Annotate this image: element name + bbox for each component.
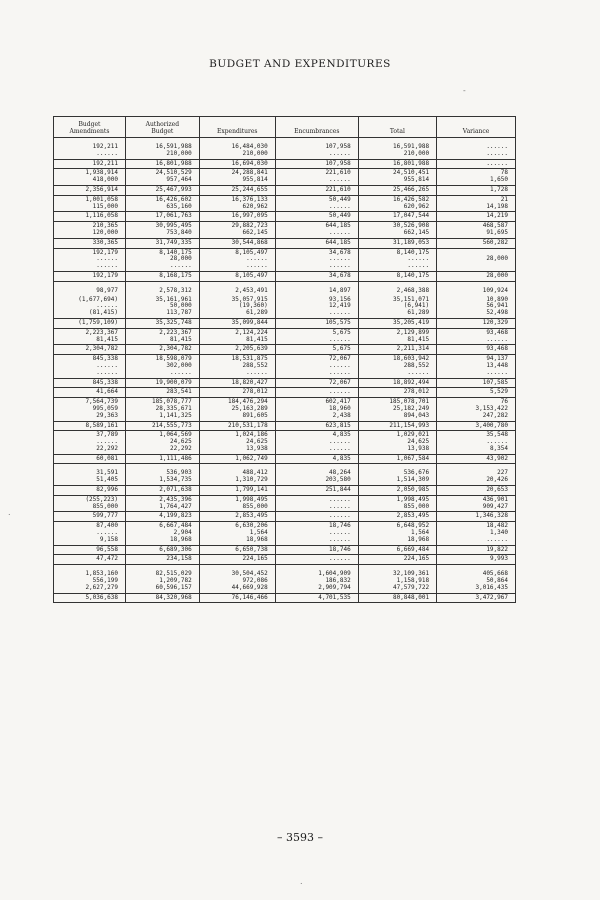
table-row bbox=[54, 248, 515, 271]
table-cell: 87,400 ...... 9,158 bbox=[54, 522, 125, 545]
table-cell: 4,199,823 bbox=[125, 512, 199, 522]
table-cell: 72,067 bbox=[275, 378, 358, 388]
table-cell: 43,902 bbox=[437, 454, 515, 464]
table-cell: 16,376,133 620,962 bbox=[199, 195, 275, 212]
table-cell: 16,591,988 210,000 bbox=[358, 138, 436, 160]
table-row bbox=[54, 328, 515, 345]
table-cell: 6,650,738 bbox=[199, 545, 275, 555]
table-cell: 1,799,141 bbox=[199, 486, 275, 496]
table-cell: 35,161,961 50,000 113,787 bbox=[125, 296, 199, 319]
table-row bbox=[54, 495, 515, 512]
margin-mark: . bbox=[300, 877, 303, 886]
table-cell: (255,223) 855,000 bbox=[54, 495, 125, 512]
table-cell: 93,468 bbox=[437, 345, 515, 355]
table-cell: 8,589,161 bbox=[54, 421, 125, 431]
table-cell: 24,510,529 957,464 bbox=[125, 169, 199, 186]
table-cell: 30,995,495 753,840 bbox=[125, 222, 199, 239]
table-row bbox=[54, 185, 515, 195]
table-header-row bbox=[54, 117, 515, 138]
table-cell: 602,417 18,960 2,438 bbox=[275, 398, 358, 421]
table-cell: 35,325,748 bbox=[125, 318, 199, 328]
table-row bbox=[54, 238, 515, 248]
table-cell: 845,338 bbox=[54, 378, 125, 388]
table-cell: 18,603,942 288,552 ...... bbox=[358, 355, 436, 378]
table-cell: 2,578,312 bbox=[125, 281, 199, 295]
table-cell: (1,759,109) bbox=[54, 318, 125, 328]
table-cell: 24,510,451 955,814 bbox=[358, 169, 436, 186]
table-cell: 8,140,175 ...... ...... bbox=[358, 248, 436, 271]
table-row bbox=[54, 222, 515, 239]
table-row bbox=[54, 378, 515, 388]
table-cell: 107,585 bbox=[437, 378, 515, 388]
table-cell: 221,610 ...... bbox=[275, 169, 358, 186]
table-cell: 210,531,178 bbox=[199, 421, 275, 431]
table-cell: ...... bbox=[437, 159, 515, 169]
budget-table-frame bbox=[53, 116, 516, 603]
table-row bbox=[54, 318, 515, 328]
table-cell: 7,564,739 995,059 29,363 bbox=[54, 398, 125, 421]
table-cell: 8,140,175 28,000 ...... bbox=[125, 248, 199, 271]
table-cell: 184,476,294 25,163,289 891,605 bbox=[199, 398, 275, 421]
table-cell: 14,219 bbox=[437, 212, 515, 222]
table-row bbox=[54, 431, 515, 454]
table-cell: 10,890 56,941 52,498 bbox=[437, 296, 515, 319]
table-cell: 2,211,314 bbox=[358, 345, 436, 355]
table-cell: 185,078,701 25,182,249 894,043 bbox=[358, 398, 436, 421]
table-cell: 251,844 bbox=[275, 486, 358, 496]
table-cell: 1,604,909 186,832 2,909,794 bbox=[275, 565, 358, 593]
table-cell: 34,678 ...... ...... bbox=[275, 248, 358, 271]
table-cell: 192,179 ...... ...... bbox=[54, 248, 125, 271]
table-row bbox=[54, 555, 515, 565]
table-cell: 28,000 bbox=[437, 271, 515, 281]
table-cell: 17,047,544 bbox=[358, 212, 436, 222]
table-cell: 2,468,388 bbox=[358, 281, 436, 295]
table-cell: 192,211 bbox=[54, 159, 125, 169]
table-cell: 80,848,001 bbox=[358, 593, 436, 602]
table-cell: 18,746 ...... ...... bbox=[275, 522, 358, 545]
table-cell: 18,598,079 302,000 ...... bbox=[125, 355, 199, 378]
table-cell: 2,356,914 bbox=[54, 185, 125, 195]
table-cell: 31,749,335 bbox=[125, 238, 199, 248]
margin-mark: . bbox=[8, 508, 11, 517]
budget-table bbox=[54, 117, 515, 602]
table-cell: 1,116,058 bbox=[54, 212, 125, 222]
table-cell: 1,024,186 24,625 13,938 bbox=[199, 431, 275, 454]
table-cell: 1,853,160 556,199 2,627,279 bbox=[54, 565, 125, 593]
table-cell: 32,109,361 1,158,918 47,579,722 bbox=[358, 565, 436, 593]
table-cell: 16,801,988 bbox=[358, 159, 436, 169]
table-cell: 8,168,175 bbox=[125, 271, 199, 281]
table-cell: 24,288,841 955,814 bbox=[199, 169, 275, 186]
table-row bbox=[54, 398, 515, 421]
table-cell: 35,205,419 bbox=[358, 318, 436, 328]
table-cell: 1,998,495 855,000 bbox=[199, 495, 275, 512]
table-cell: 8,105,497 ...... ...... bbox=[199, 248, 275, 271]
table-cell: 16,997,095 bbox=[199, 212, 275, 222]
table-cell: 2,223,367 81,415 bbox=[125, 328, 199, 345]
table-cell: 3,400,780 bbox=[437, 421, 515, 431]
table-cell: 1,998,495 855,000 bbox=[358, 495, 436, 512]
table-cell: 2,129,899 81,415 bbox=[358, 328, 436, 345]
table-cell: 6,669,484 bbox=[358, 545, 436, 555]
table-cell: 50,449 bbox=[275, 212, 358, 222]
table-cell: 405,668 50,864 3,016,435 bbox=[437, 565, 515, 593]
table-cell: 35,099,844 bbox=[199, 318, 275, 328]
table-cell: 283,541 bbox=[125, 388, 199, 398]
table-cell: 623,815 bbox=[275, 421, 358, 431]
table-cell: 192,179 bbox=[54, 271, 125, 281]
table-cell: 18,746 bbox=[275, 545, 358, 555]
table-row bbox=[54, 565, 515, 593]
table-cell: ...... ...... bbox=[275, 495, 358, 512]
table-cell: 21 14,198 bbox=[437, 195, 515, 212]
table-cell: 536,676 1,514,309 bbox=[358, 464, 436, 486]
table-cell: 560,282 bbox=[437, 238, 515, 248]
table-cell: 4,835 bbox=[275, 454, 358, 464]
table-cell: 41,664 bbox=[54, 388, 125, 398]
table-cell: 9,993 bbox=[437, 555, 515, 565]
table-cell: 109,924 bbox=[437, 281, 515, 295]
table-cell: 5,675 bbox=[275, 345, 358, 355]
table-row bbox=[54, 169, 515, 186]
table-cell: 436,901 909,427 bbox=[437, 495, 515, 512]
table-cell: 1,728 bbox=[437, 185, 515, 195]
table-cell: 96,558 bbox=[54, 545, 125, 555]
page-number: – 3593 – bbox=[277, 831, 323, 844]
table-cell: 4,835 ...... ...... bbox=[275, 431, 358, 454]
table-row bbox=[54, 281, 515, 295]
table-cell: 16,426,602 635,160 bbox=[125, 195, 199, 212]
table-cell: 330,365 bbox=[54, 238, 125, 248]
table-cell: ...... bbox=[275, 512, 358, 522]
table-cell: 221,610 bbox=[275, 185, 358, 195]
table-cell: 1,029,021 24,625 13,938 bbox=[358, 431, 436, 454]
table-cell: 78 1,650 bbox=[437, 169, 515, 186]
table-cell: 8,140,175 bbox=[358, 271, 436, 281]
table-cell: 211,154,993 bbox=[358, 421, 436, 431]
table-cell: 644,185 ...... bbox=[275, 222, 358, 239]
table-cell: 25,244,655 bbox=[199, 185, 275, 195]
table-cell: 30,504,452 972,086 44,669,928 bbox=[199, 565, 275, 593]
table-cell: 5,036,638 bbox=[54, 593, 125, 602]
table-cell: 84,320,968 bbox=[125, 593, 199, 602]
table-row bbox=[54, 464, 515, 486]
column-header: Variance bbox=[437, 117, 515, 138]
table-cell: 17,061,763 bbox=[125, 212, 199, 222]
table-cell: 35,057,915 (19,360) 61,289 bbox=[199, 296, 275, 319]
table-cell: 30,526,908 662,145 bbox=[358, 222, 436, 239]
column-header: Total bbox=[358, 117, 436, 138]
table-cell: 2,435,396 1,764,427 bbox=[125, 495, 199, 512]
column-header: Budget Amendments bbox=[54, 117, 125, 138]
table-cell: 93,468 ...... bbox=[437, 328, 515, 345]
table-cell: ...... ...... bbox=[437, 138, 515, 160]
table-cell: 1,062,749 bbox=[199, 454, 275, 464]
table-cell: 31,591 51,405 bbox=[54, 464, 125, 486]
table-cell: 6,689,306 bbox=[125, 545, 199, 555]
page-title: BUDGET AND EXPENDITURES bbox=[209, 58, 391, 70]
table-cell: 18,892,494 bbox=[358, 378, 436, 388]
table-cell: 2,050,985 bbox=[358, 486, 436, 496]
column-header: Expenditures bbox=[199, 117, 275, 138]
table-cell: 16,426,582 620,962 bbox=[358, 195, 436, 212]
table-cell: 94,137 13,448 ...... bbox=[437, 355, 515, 378]
table-cell: 2,304,782 bbox=[125, 345, 199, 355]
table-cell: 224,165 bbox=[358, 555, 436, 565]
table-cell: 28,000 bbox=[437, 248, 515, 271]
table-cell: 72,067 ...... ...... bbox=[275, 355, 358, 378]
table-cell: 16,801,988 bbox=[125, 159, 199, 169]
table-cell: 76,146,466 bbox=[199, 593, 275, 602]
table-cell: 14,897 bbox=[275, 281, 358, 295]
table-cell: 34,678 bbox=[275, 271, 358, 281]
table-cell: 18,531,875 288,552 ...... bbox=[199, 355, 275, 378]
table-cell: 25,466,265 bbox=[358, 185, 436, 195]
table-cell: 278,012 bbox=[199, 388, 275, 398]
table-cell: 20,653 bbox=[437, 486, 515, 496]
table-body bbox=[54, 138, 515, 603]
table-cell: 2,304,782 bbox=[54, 345, 125, 355]
table-row bbox=[54, 545, 515, 555]
table-cell: 48,264 203,580 bbox=[275, 464, 358, 486]
table-cell: 30,544,868 bbox=[199, 238, 275, 248]
table-cell: 19,900,079 bbox=[125, 378, 199, 388]
column-header: Authorized Budget bbox=[125, 117, 199, 138]
table-cell: ...... bbox=[275, 388, 358, 398]
table-cell: 845,338 ...... ...... bbox=[54, 355, 125, 378]
table-cell: 1,064,569 24,625 22,292 bbox=[125, 431, 199, 454]
table-cell: 2,223,367 81,415 bbox=[54, 328, 125, 345]
table-cell: 8,105,497 bbox=[199, 271, 275, 281]
table-cell: 6,630,206 1,564 18,968 bbox=[199, 522, 275, 545]
table-cell: 224,165 bbox=[199, 555, 275, 565]
table-cell: 5,529 bbox=[437, 388, 515, 398]
table-cell: 278,012 bbox=[358, 388, 436, 398]
table-cell: 536,903 1,534,735 bbox=[125, 464, 199, 486]
table-row bbox=[54, 355, 515, 378]
table-cell: 120,329 bbox=[437, 318, 515, 328]
table-cell: 82,515,029 1,209,782 60,596,157 bbox=[125, 565, 199, 593]
table-cell: 2,853,495 bbox=[199, 512, 275, 522]
table-cell: 82,996 bbox=[54, 486, 125, 496]
table-cell: 468,587 91,695 bbox=[437, 222, 515, 239]
table-cell: 5,675 ...... bbox=[275, 328, 358, 345]
table-cell: 107,958 bbox=[275, 159, 358, 169]
table-row bbox=[54, 195, 515, 212]
table-cell: 19,822 bbox=[437, 545, 515, 555]
table-cell: 107,958 ...... bbox=[275, 138, 358, 160]
table-cell: 1,938,914 418,000 bbox=[54, 169, 125, 186]
table-cell: 599,777 bbox=[54, 512, 125, 522]
table-row bbox=[54, 271, 515, 281]
table-row bbox=[54, 593, 515, 602]
table-cell: 644,185 bbox=[275, 238, 358, 248]
table-cell: 2,205,639 bbox=[199, 345, 275, 355]
table-cell: 2,124,224 81,415 bbox=[199, 328, 275, 345]
table-cell: 2,853,495 bbox=[358, 512, 436, 522]
table-cell: 185,078,777 28,335,671 1,141,325 bbox=[125, 398, 199, 421]
table-cell: 214,555,773 bbox=[125, 421, 199, 431]
table-cell: 227 20,426 bbox=[437, 464, 515, 486]
table-cell: 16,484,030 210,000 bbox=[199, 138, 275, 160]
table-row bbox=[54, 421, 515, 431]
table-row bbox=[54, 512, 515, 522]
table-cell: 16,694,030 bbox=[199, 159, 275, 169]
column-header: Encumbrances bbox=[275, 117, 358, 138]
table-cell: 210,365 120,000 bbox=[54, 222, 125, 239]
table-cell: 1,111,486 bbox=[125, 454, 199, 464]
table-row bbox=[54, 522, 515, 545]
table-cell: 488,412 1,310,729 bbox=[199, 464, 275, 486]
table-cell: 98,977 bbox=[54, 281, 125, 295]
table-cell: 35,151,071 (6,941) 61,289 bbox=[358, 296, 436, 319]
table-cell: 35,548 ...... 8,354 bbox=[437, 431, 515, 454]
table-cell: ...... bbox=[275, 555, 358, 565]
table-cell: 16,591,988 210,000 bbox=[125, 138, 199, 160]
table-cell: 93,156 12,419 ...... bbox=[275, 296, 358, 319]
table-cell: 234,158 bbox=[125, 555, 199, 565]
table-cell: 192,211 ...... bbox=[92, 143, 118, 157]
table-row bbox=[54, 138, 515, 160]
table-row bbox=[54, 159, 515, 169]
table-row bbox=[54, 486, 515, 496]
table-row bbox=[54, 296, 515, 319]
table-cell: 25,467,993 bbox=[125, 185, 199, 195]
table-cell: 1,067,584 bbox=[358, 454, 436, 464]
table-cell: 50,449 ...... bbox=[275, 195, 358, 212]
table-cell: 31,189,053 bbox=[358, 238, 436, 248]
table-cell: 1,001,058 115,000 bbox=[54, 195, 125, 212]
table-cell: 1,346,328 bbox=[437, 512, 515, 522]
table-cell: 2,071,638 bbox=[125, 486, 199, 496]
table-cell: 6,667,484 2,904 18,968 bbox=[125, 522, 199, 545]
table-cell: 18,482 1,340 ...... bbox=[437, 522, 515, 545]
table-cell: 76 3,153,422 247,282 bbox=[437, 398, 515, 421]
table-cell: 18,820,427 bbox=[199, 378, 275, 388]
table-cell: 4,701,535 bbox=[275, 593, 358, 602]
table-cell: 29,882,723 662,145 bbox=[199, 222, 275, 239]
margin-mark: - bbox=[463, 86, 466, 95]
table-row bbox=[54, 345, 515, 355]
table-cell: (1,677,694) ...... (81,415) bbox=[78, 295, 118, 317]
table-cell: 47,472 bbox=[54, 555, 125, 565]
table-row bbox=[54, 388, 515, 398]
table-row bbox=[54, 454, 515, 464]
table-cell: 3,472,967 bbox=[437, 593, 515, 602]
table-cell: 6,648,952 1,564 18,968 bbox=[358, 522, 436, 545]
table-row bbox=[54, 212, 515, 222]
table-cell: 37,789 ...... 22,292 bbox=[54, 431, 125, 454]
table-cell: 60,081 bbox=[54, 454, 125, 464]
table-cell: 105,575 bbox=[275, 318, 358, 328]
table-cell: 2,453,491 bbox=[199, 281, 275, 295]
